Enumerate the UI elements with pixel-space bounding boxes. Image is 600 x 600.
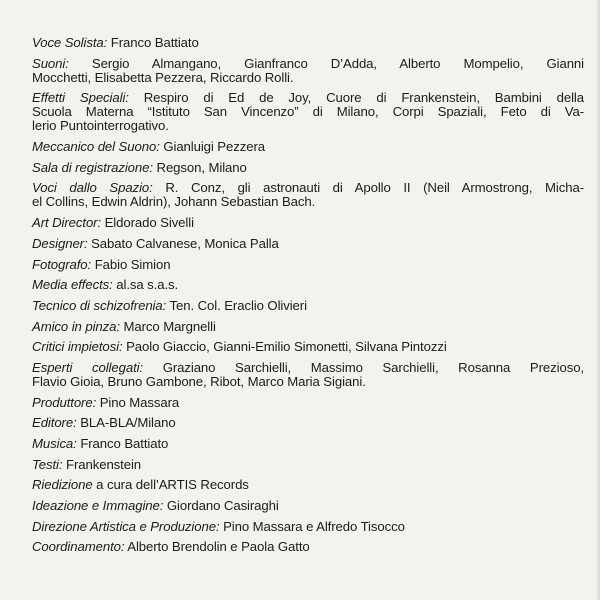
credit-names: a cura dell’ARTIS Records xyxy=(92,477,249,493)
credit-role: Riedizione xyxy=(32,477,93,493)
credit-line xyxy=(32,91,584,105)
credit-names: Regson, Milano xyxy=(152,159,247,175)
credit-line xyxy=(32,540,584,554)
credit-names: Alberto Brendolin e Paola Gatto xyxy=(124,539,310,555)
credit-names: Graziano Sarchielli, Massimo Sarchielli, Rosanna Prezioso, xyxy=(143,359,584,375)
credit-names: al.sa s.a.s. xyxy=(112,277,179,293)
credit-entry xyxy=(32,478,584,492)
credit-entry xyxy=(32,91,584,133)
credit-role: Critici impietosi: xyxy=(32,339,123,355)
credit-names: Scuola Materna “Istituto San Vincenzo” di Milano, Corpi Spaziali, Feto di Va- xyxy=(32,104,584,120)
credit-names: Marco Margnelli xyxy=(119,318,216,334)
credit-names: BLA-BLA/Milano xyxy=(76,415,176,431)
credit-entry xyxy=(32,361,584,389)
credit-entry xyxy=(32,258,584,272)
scan-edge xyxy=(596,0,600,600)
credit-line xyxy=(32,340,584,354)
credit-entry xyxy=(32,416,584,430)
credit-line xyxy=(32,396,584,410)
credit-names: R. Conz, gli astronauti di Apollo II (Neil Armostrong, Micha- xyxy=(152,180,584,196)
credit-line xyxy=(32,57,584,71)
credit-entry xyxy=(32,540,584,554)
credit-role: Esperti collegati: xyxy=(32,359,144,375)
credit-names: Sergio Almangano, Gianfranco D’Adda, Alberto Mompelio, Gianni xyxy=(68,55,584,71)
credit-line xyxy=(32,299,584,313)
credit-names: Pino Massara e Alfredo Tisocco xyxy=(219,518,405,534)
credit-entry xyxy=(32,320,584,334)
credit-line xyxy=(32,181,584,195)
credit-entry xyxy=(32,299,584,313)
credit-line xyxy=(32,458,584,472)
credit-line xyxy=(32,499,584,513)
credit-entry xyxy=(32,278,584,292)
credit-role: Media effects: xyxy=(32,277,113,293)
credit-role: Coordinamento: xyxy=(32,539,125,555)
credit-entry xyxy=(32,499,584,513)
credit-role: Produttore: xyxy=(32,394,97,410)
credit-role: Musica: xyxy=(32,436,77,451)
credit-names: Ten. Col. Eraclio Olivieri xyxy=(166,297,307,313)
credit-role: Voce Solista: xyxy=(32,35,108,50)
credit-line xyxy=(32,195,584,209)
credit-entry xyxy=(32,161,584,175)
credit-names: Franco Battiato xyxy=(76,436,169,451)
credit-names: Gianluigi Pezzera xyxy=(159,139,265,155)
credit-names: Eldorado Sivelli xyxy=(101,215,194,231)
credit-names: el Collins, Edwin Aldrin), Johann Sebastian Bach. xyxy=(32,194,316,210)
credit-line xyxy=(32,237,584,251)
credit-names: Flavio Gioia, Bruno Gambone, Ribot, Marco Maria Sigiani. xyxy=(32,373,366,389)
credit-role: Direzione Artistica e Produzione: xyxy=(32,518,220,534)
credit-entry xyxy=(32,340,584,354)
credit-role: Ideazione e Immagine: xyxy=(32,498,164,514)
credit-role: Voci dallo Spazio: xyxy=(32,180,153,196)
credit-line xyxy=(32,105,584,119)
credit-entry xyxy=(32,57,584,85)
credit-role: Effetti Speciali: xyxy=(32,90,129,106)
credit-line xyxy=(32,140,584,154)
credit-role: Amico in pinza: xyxy=(32,318,120,334)
credit-entry xyxy=(32,181,584,209)
credits-list xyxy=(32,36,584,561)
credit-line xyxy=(32,71,584,85)
credit-entry xyxy=(32,437,584,451)
credit-names: Sabato Calvanese, Monica Palla xyxy=(87,235,279,251)
credit-role: Editore: xyxy=(32,415,77,431)
credit-line xyxy=(32,478,584,492)
credit-line xyxy=(32,119,584,133)
credit-entry xyxy=(32,396,584,410)
credit-entry xyxy=(32,237,584,251)
credit-line xyxy=(32,161,584,175)
credit-entry xyxy=(32,140,584,154)
credit-line xyxy=(32,416,584,430)
credit-names: Frankenstein xyxy=(62,456,142,472)
credit-line xyxy=(32,278,584,292)
credit-role: Sala di registrazione: xyxy=(32,159,153,175)
credit-role: Designer: xyxy=(32,235,88,251)
credit-role: Tecnico di schizofrenia: xyxy=(32,297,167,313)
credit-role: Testi: xyxy=(32,456,63,472)
credit-entry xyxy=(32,36,584,50)
credit-names: Franco Battiato xyxy=(107,35,199,50)
credit-names: Fabio Simion xyxy=(91,256,171,272)
credit-line xyxy=(32,437,584,451)
credit-line xyxy=(32,258,584,272)
credit-entry xyxy=(32,458,584,472)
credit-line xyxy=(32,320,584,334)
credit-names: Mocchetti, Elisabetta Pezzera, Riccardo Rolli. xyxy=(32,69,294,85)
credit-role: Suoni: xyxy=(32,55,69,71)
credit-names: Paolo Giaccio, Gianni-Emilio Simonetti, Silvana Pintozzi xyxy=(122,339,447,355)
credit-names: Giordano Casiraghi xyxy=(163,498,279,514)
credit-line xyxy=(32,361,584,375)
credit-names: lerio Puntointerrogativo. xyxy=(32,118,169,134)
credit-names: Respiro di Ed de Joy, Cuore di Frankenstein, Bambini della xyxy=(128,90,584,106)
credit-entry xyxy=(32,216,584,230)
credit-entry xyxy=(32,520,584,534)
credit-names: Pino Massara xyxy=(96,394,180,410)
credit-role: Art Director: xyxy=(32,215,102,231)
credit-line xyxy=(32,520,584,534)
credit-line xyxy=(32,375,584,389)
credit-line xyxy=(32,36,584,50)
credit-role: Fotografo: xyxy=(32,256,92,272)
credit-role: Meccanico del Suono: xyxy=(32,139,160,155)
credit-line xyxy=(32,216,584,230)
